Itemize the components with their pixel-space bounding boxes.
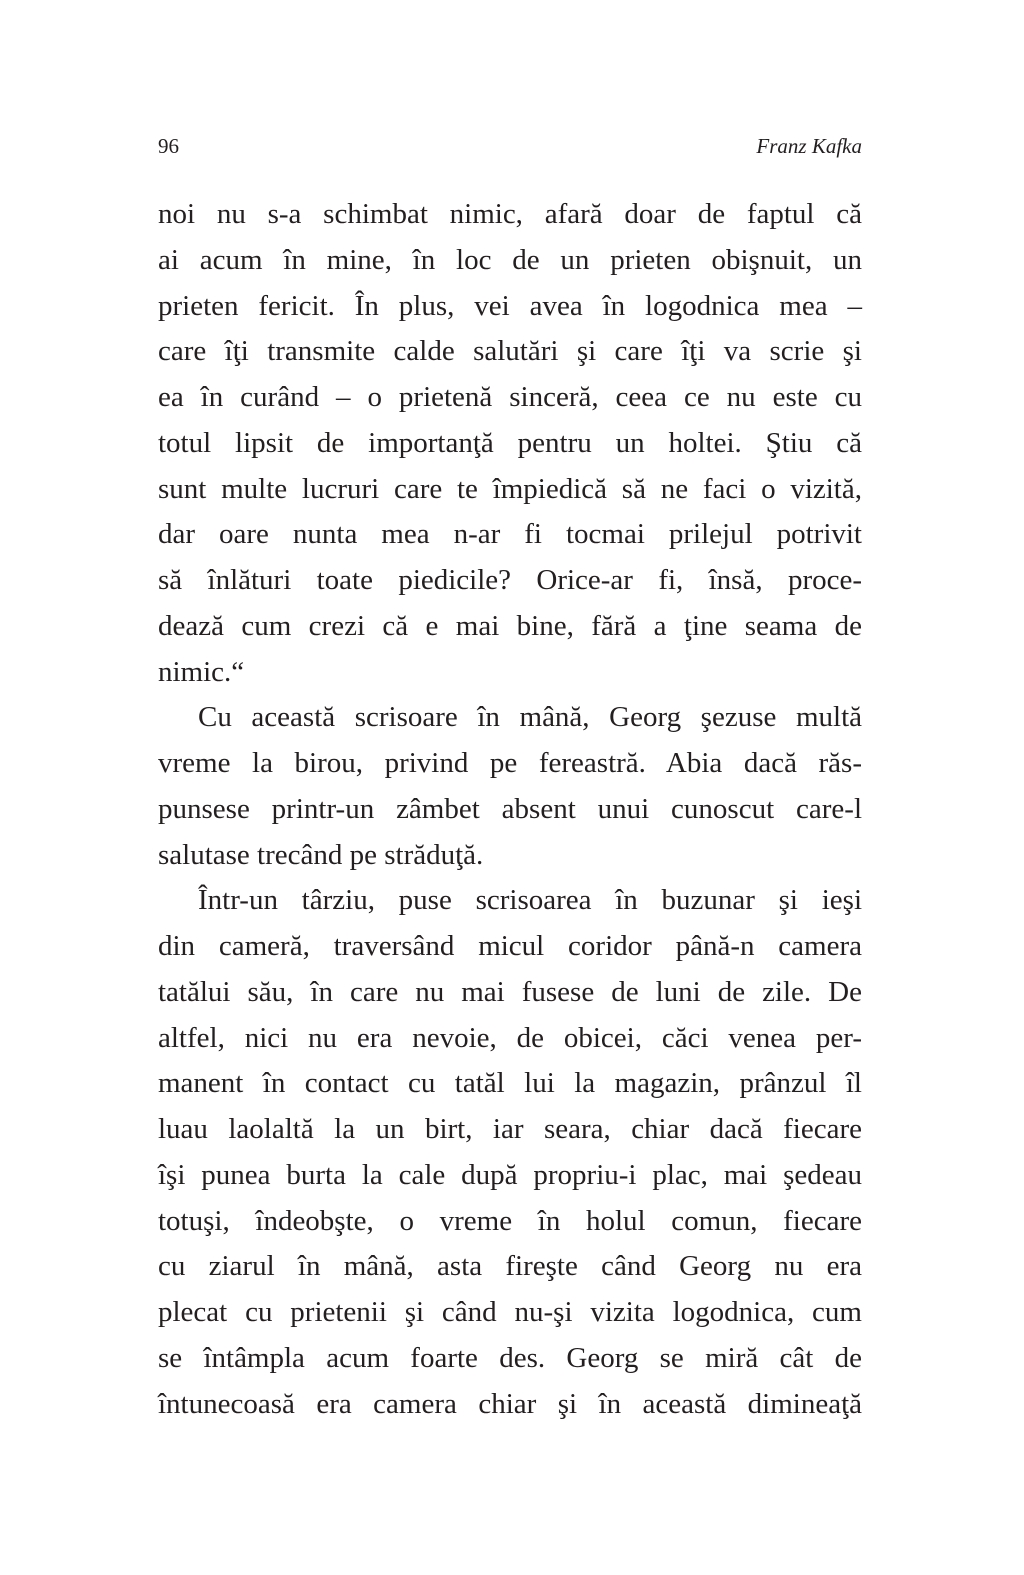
text-line: din cameră, traversând micul coridor până-n camera <box>158 930 862 962</box>
text-line: dar oare nunta mea n-ar fi tocmai prilejul potrivit <box>158 518 862 551</box>
text-line: se întâmpla acum foarte des. Georg se miră cât de <box>158 1341 862 1374</box>
text-line: să înlături toate piedicile? Orice-ar fi, însă, proce- <box>158 564 862 596</box>
body-text <box>158 192 862 1427</box>
text-line: sunt multe lucruri care te împiedică să ne faci o vizită, <box>158 472 862 505</box>
running-head-author: Franz Kafka <box>756 134 862 158</box>
text-line: dează cum crezi că e mai bine, fără a ţine seama de <box>158 609 862 642</box>
text-line: manent în contact cu tatăl lui la magazin, prânzul îl <box>158 1067 862 1100</box>
text-line: salutase trecând pe străduţă. <box>158 838 484 871</box>
text-line: prieten fericit. În plus, vei avea în logodnica mea – <box>158 289 862 322</box>
text-line: vreme la birou, privind pe fereastră. Abia dacă răs- <box>158 747 862 779</box>
text-line: altfel, nici nu era nevoie, de obicei, căci venea per- <box>158 1021 862 1054</box>
text-line: plecat cu prietenii şi când nu-şi vizita logodnica, cum <box>158 1296 862 1328</box>
text-line: Cu această scrisoare în mână, Georg şezuse multă <box>198 701 862 734</box>
text-line: ai acum în mine, în loc de un prieten obişnuit, un <box>158 243 862 276</box>
text-line: cu ziarul în mână, asta fireşte când Georg nu era <box>158 1250 862 1283</box>
text-line: noi nu s-a schimbat nimic, afară doar de faptul că <box>158 198 862 230</box>
text-line: totul lipsit de importanţă pentru un holtei. Ştiu că <box>158 426 862 459</box>
text-line: punsese printr-un zâmbet absent unui cunoscut care-l <box>158 792 862 825</box>
text-line: totuşi, îndeobşte, o vreme în holul comun, fiecare <box>158 1204 862 1237</box>
text-line: nimic.“ <box>158 655 245 688</box>
page-number: 96 <box>158 134 179 158</box>
text-line: Într-un târziu, puse scrisoarea în buzunar şi ieşi <box>198 884 862 917</box>
text-line: tatălui său, în care nu mai fusese de luni de zile. De <box>158 975 862 1008</box>
text-line: care îţi transmite calde salutări şi care îţi va scrie şi <box>158 335 862 368</box>
text-line: ea în curând – o prietenă sinceră, ceea ce nu este cu <box>158 381 862 413</box>
text-line: întunecoasă era camera chiar şi în această dimineaţă <box>158 1387 862 1420</box>
text-line: luau laolaltă la un birt, iar seara, chiar dacă fiecare <box>158 1113 862 1145</box>
text-line: îşi punea burta la cale după propriu-i plac, mai şedeau <box>158 1158 862 1191</box>
page-header <box>158 134 862 164</box>
